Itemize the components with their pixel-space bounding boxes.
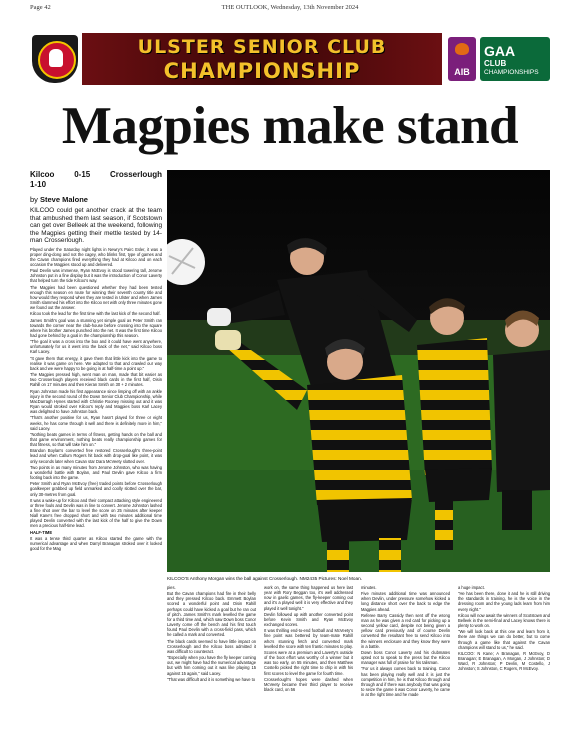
paragraph: Two points in as many minutes from Jerome Johnston, who was having a wonderful battle with Boylan, and Paul Devlin gave Kilcoo a firm footing back into the game. xyxy=(30,464,162,481)
paragraph: Down boss Conor Laverty and his clubmates opted not to speak to the press but the Kilcoo manager was full of praise for his talisman. xyxy=(361,649,450,666)
paragraph: Kilcoo will now await the winners of Scotstown and Belleek in the semi-final and Lacey knows there is plenty to work on. xyxy=(458,612,550,629)
photo-caption: KILCOO'S Anthony Morgan wins the ball against Crosserlough. NM2435 Pictures: Noel Moan. xyxy=(167,576,363,581)
championship-banner xyxy=(30,33,550,85)
page-number: Page 42 xyxy=(30,4,51,11)
paragraph: "That was difficult and it is something we have to xyxy=(167,676,256,682)
paragraph: Paul Devlin was immense, Ryan McEvoy is stood towering tall, Jerome Johnston put in a fine display but it was the introduction of Conor Laverty that helped turn the tide Kilcoo's way. xyxy=(30,268,162,284)
paragraph: James Smith's goal was a stunning yet simple goal as Peter Smith ran towards the corner near the club-house before crossing into the square where his brother James punched into the net. It was the first time Kilcoo had gone behind by a goal in the championship this season. xyxy=(30,317,162,338)
author-name: Steve Malone xyxy=(40,195,88,204)
paragraph: "He has been there, done it and he is still driving the standards in training, he is the voice in the dressing room and the young lads learn from him every night." xyxy=(458,591,550,612)
paragraph: It was a wake-up for Kilcoo and their compact attacking style engineered or three fouls and Devlin was in line to convert. Jerome Johnston lashed a fine shot over the bar to level the score on 25 minutes after keeper Niall Kane's free dropped short and with two minutes additional time played Devlin converted with the last kick of the half to give the Down men a precious half-time lead. xyxy=(30,497,162,529)
match-photo xyxy=(167,170,550,572)
banner-line-1: ULSTER SENIOR CLUB xyxy=(137,36,387,58)
photo-illustration xyxy=(167,170,550,572)
paragraph: "That's another positive for us, Ryan hasn't played for three or eight weeks, he has come through it well and there is definitely more in him," said Lacey. xyxy=(30,415,162,431)
paragraph: Referee Barry Cassidy then sent off the wrong man as he was given a red card for picking up a second yellow card, despite not being given a yellow card previously and of course Devlin converted the resultant free to send Kilcoo into the winners enclosure and they know they were in a battle. xyxy=(361,612,450,649)
paragraph: "For us it always comes back to training. Conor has been playing really well and it is just the competition in him, he is that Kilcoo through and through and if there was anybody that was going to seize the game it was Conor Laverty, he came in at the right time and he made xyxy=(361,666,450,698)
paragraph: The Magpies pressed high, went man on man, made that bit easier as two Crosserlough players received black cards in the first half, Oisin Rahill on 17 minutes and then Kieran Smith on 30 + 2 minutes. xyxy=(30,372,162,388)
paragraph: The Magpies had been questioned whether they had been tested enough this season en route for winning their seventh county title and how would they respond when they are tested in Ulster and when James Smith slammed his effort into the Kilcoo net with only three minutes gone we found out the answer. xyxy=(30,284,162,311)
article-column-3 xyxy=(264,585,353,733)
paragraph: a huge impact. xyxy=(458,585,485,590)
paragraph: Played under the Saturday night lights in Newry's Pairc Esler, it was a proper ding-dong and not the cagey, who blinks first, type of games and the Cavan champions fired everything they had at Kilcoo and on each occasion the Magpies stood up and delivered. xyxy=(30,246,162,267)
paragraph: "It gave them that energy, it gave them that little kick into the game to realise it was game on here. We adapted to that and crawled our way back and we were happy to be going in at half-time a point up." xyxy=(30,355,162,371)
paragraph: pies. xyxy=(167,585,176,590)
paragraph: "The goal it was a cross into the box and it could have went anywhere, unfortunately for us it went into the back of the net," said Kilcoo boss Karl Lacey. xyxy=(30,339,162,355)
paragraph: "Nothing beats games in terms of fitness, getting hands on the ball and that game environment, nothing beats really championship games for that fitness, so that will take him on." xyxy=(30,431,162,448)
paragraph: "We will look back at this one and learn from it, there are things we can do better, but to come through a game like that against the Cavan champions will stand to us," he said. xyxy=(458,629,550,650)
banner-line-2: CHAMPIONSHIP xyxy=(163,59,361,83)
page-folio xyxy=(30,4,550,14)
home-score: 0-15 xyxy=(74,170,91,179)
paragraph: But the Cavan champions had fire in their belly and they pressed Kilcoo back. Emmett Boylan scored a wonderful point and Oisin Rahill perhaps could have kicked a goal but he ran out of pitch. James Smith's mark levelled the game for a third time and, which saw Down boss Conor Laverty come off the bench and his first touch found Paul Devlin with a cross-field pass, which he called a mark and converted. xyxy=(167,591,256,638)
paragraph: Ryan Johnston made his first appearance since limping off with an ankle injury in the second round of the Down Senior Club Championship, while MacDarragh Hynes started with Christie Rooney missing out and it was Ryan would stroked over Kilcoo's reply and Magpies boss Karl Lacey was delighted to have Johnston back. xyxy=(30,388,162,415)
paragraph: work on, the same thing happened us here last year with Rory Beggan too, it's well addressed now in gaelic games, the fly-keeper coming out and it's a played well it is very effective and they played it well tonight." xyxy=(264,585,353,611)
paragraph: Kilcoo took the lead for the first time with the last kick of the second half. xyxy=(30,311,161,317)
paragraph: KILCOO: N Kane; A Branagan, R McEvoy, D Branagan; E Branagan, A Morgan, J Johnston; D Ward, R Johnston; P Devlin, M Costello, J Johnston; S Johnston, C Rogers, R McEvoy. xyxy=(458,650,550,672)
paragraph: minutes. xyxy=(361,585,377,590)
paragraph: The black cards seemed to have little impact on Crosserlough and the Kilcoo boss admitted it was difficult to counteract. xyxy=(167,638,256,654)
headline: Magpies make stand xyxy=(61,97,519,155)
column-1-body xyxy=(30,247,162,552)
away-team: Crosserlough xyxy=(109,170,162,179)
paragraph: HALF-TIME xyxy=(30,529,53,535)
paragraph: Devlin followed up with another converted point before Kevin Smith and Ryan McEvoy exchanged scores. xyxy=(264,611,353,628)
banner-title-panel xyxy=(82,33,442,85)
article-column-1 xyxy=(30,207,162,732)
paragraph: Brandon Boylan's converted free restored Crosserlough's three-point lead and when Callum Rogers hit back with drop-goal like point, it was only seconds later when Cavan star Dara McVeety slotted over. xyxy=(30,448,162,464)
article-column-4 xyxy=(361,585,450,733)
paragraph: Scores were at a premium and Laverty's outside of the boot effort was worthy of a winner but it was too early, on 55 minutes, and then Matthew Costello picked the right time to chip in with his first scores to level the game for fourth time. xyxy=(264,649,353,676)
paragraph: Five minutes additional time was announced when Devlin, under pressure somehow kicked a long distance short over the back to edge the Magpies ahead. xyxy=(361,591,450,612)
gaa-club-championships-logo: GAA CLUB CHAMPIONSHIPS xyxy=(480,37,550,81)
article-column-2 xyxy=(167,585,256,733)
away-score: 1-10 xyxy=(30,180,47,189)
paragraph: Peter Smith and Ryan McEvoy (free) traded points before Crosserlough goalkeeper grabbed up field unmarked and coolly slotted over the bar, only 30-metres from goal. xyxy=(30,481,162,497)
intro-paragraph: KILCOO could get another crack at the team that ambushed them last season, if Scotstown can get over Belleek at the weekend, following the Magpies getting their mettle tested by 14-man Crosserlough. xyxy=(30,207,162,244)
paragraph: "Especially when you have the fly keeper coming out, we might have had the numerical advantage but with him coming out it was like playing 15 against 15 again," said Lacey. xyxy=(167,655,256,676)
byline: by Steve Malone xyxy=(30,195,88,204)
match-result xyxy=(30,170,162,190)
masthead-line: THE OUTLOOK, Wednesday, 13th November 2024 xyxy=(221,4,359,11)
paragraph: It was thrilling end-to-end football and McVeety's fine point was bettered by team-mate Rahill who's stunning fetch and converted mark levelled the score with ten frantic minutes to play. xyxy=(264,628,353,649)
paragraph: Crosserlough's hopes were dashed when McVeety became their third player to receive black card, on 56 xyxy=(264,676,353,692)
paragraph: It was a tense third quarter as Kilcoo started the game with the numerical advantage and when Darryl Branagan stroked over it looked good for the Mag xyxy=(30,535,162,552)
aib-logo: AIB xyxy=(448,37,476,81)
home-team: Kilcoo xyxy=(30,170,55,179)
ulster-crest-icon xyxy=(32,35,78,83)
article-column-5 xyxy=(458,585,550,733)
